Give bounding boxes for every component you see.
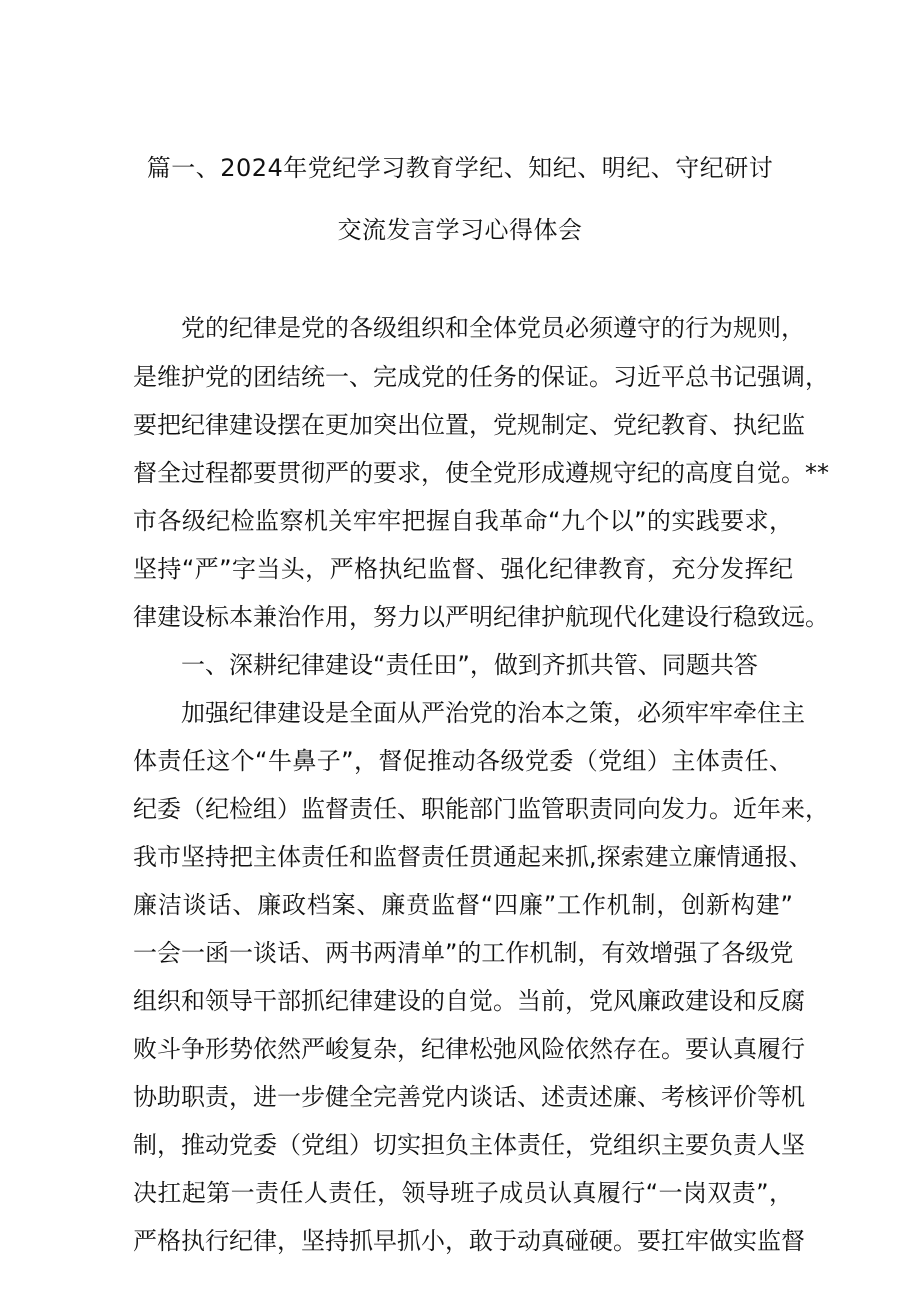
paragraph-line: 党的纪律是党的各级组织和全体党员必须遵守的行为规则， [181, 314, 805, 342]
paragraph-line: 协助职责，进一步健全完善党内谈话、述责述廉、考核评价等机 [133, 1083, 805, 1111]
paragraph-line: 制，推动党委（党组）切实担负主体责任，党组织主要负责人坚 [133, 1131, 805, 1159]
paragraph-line: 是维护党的团结统一、完成党的任务的保证。习近平总书记强调， [133, 363, 829, 391]
paragraph-line: 一会一函一谈话、两书两清单”的工作机制，有效增强了各级党 [133, 939, 794, 967]
section-heading: 一、深耕纪律建设“责任田”，做到齐抓共管、同题共答 [181, 651, 758, 679]
paragraph-line: 严格执行纪律，坚持抓早抓小，敢于动真碰硬。要扛牢做实监督 [133, 1227, 805, 1255]
document-title-line-2: 交流发言学习心得体会 [337, 216, 583, 244]
paragraph-line: 要把纪律建设摆在更加突出位置，党规制定、党纪教育、执纪监 [133, 411, 805, 439]
paragraph-line: 体责任这个“牛鼻子”，督促推动各级党委（党组）主体责任、 [133, 747, 793, 775]
paragraph-line: 市各级纪检监察机关牢牢把握自我革命“九个以”的实践要求， [133, 507, 793, 535]
paragraph-line: 律建设标本兼治作用，努力以严明纪律护航现代化建设行稳致远。 [133, 603, 829, 631]
paragraph-line: 督全过程都要贯彻严的要求，使全党形成遵规守纪的高度自觉。** [133, 459, 829, 487]
paragraph-line: 纪委（纪检组）监督责任、职能部门监管职责同向发力。近年来， [133, 795, 829, 823]
paragraph-line: 败斗争形势依然严峻复杂，纪律松弛风险依然存在。要认真履行 [133, 1035, 805, 1063]
paragraph-line: 坚持“严”字当头，严格执纪监督、强化纪律教育，充分发挥纪 [133, 555, 793, 583]
paragraph-line: 加强纪律建设是全面从严治党的治本之策，必须牢牢牵住主 [181, 699, 805, 727]
paragraph-line: 决扛起第一责任人责任，领导班子成员认真履行“一岗双责”， [133, 1179, 793, 1207]
paragraph-line: 我市坚持把主体责任和监督责任贯通起来抓,探索建立廉情通报、 [133, 843, 813, 871]
paragraph-line: 组织和领导干部抓纪律建设的自觉。当前，党风廉政建设和反腐 [133, 987, 805, 1015]
document-title-line-1: 篇一、2024年党纪学习教育学纪、知纪、明纪、守纪研讨 [146, 154, 774, 182]
paragraph-line: 廉洁谈话、廉政档案、廉贲监督“四廉”工作机制，创新构建” [133, 891, 793, 919]
